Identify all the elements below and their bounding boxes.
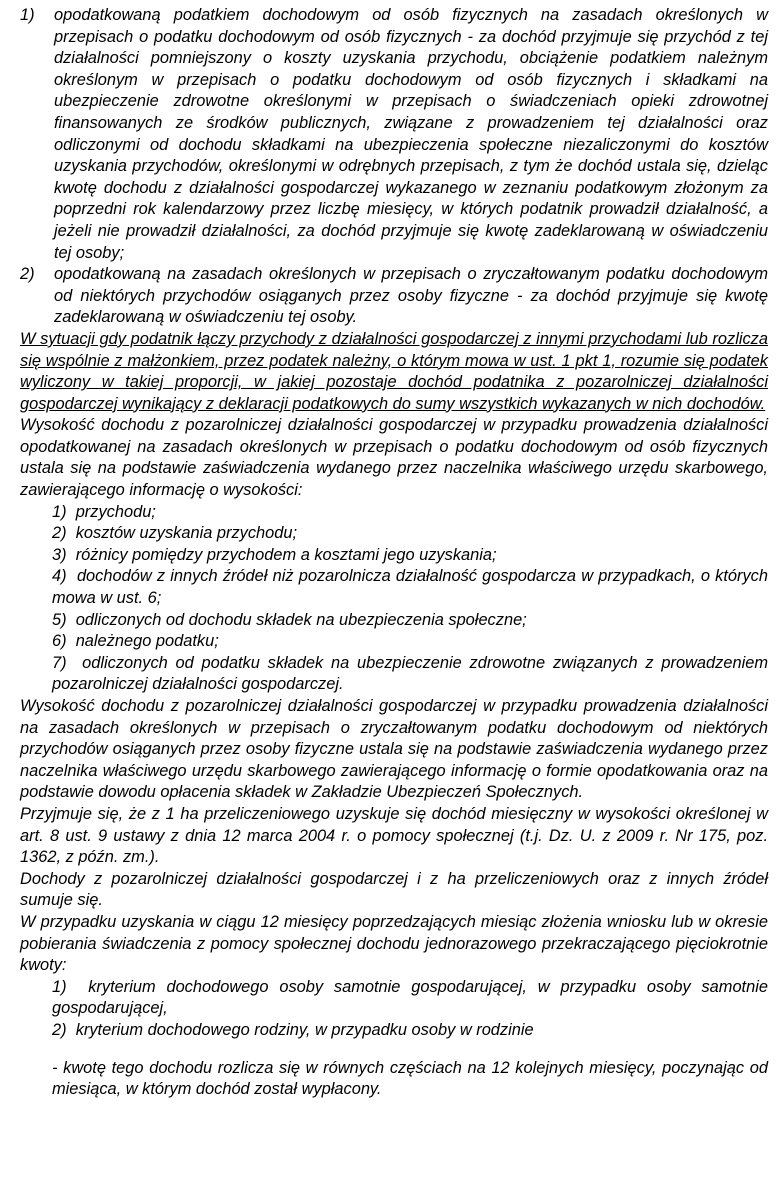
- income-type-list: [20, 5, 768, 329]
- list-item-text: kosztów uzyskania przychodu;: [75, 524, 298, 543]
- certificate-info-list: [52, 502, 768, 696]
- criterion-list: [52, 977, 768, 1042]
- list-item: [20, 264, 768, 329]
- list-item-text: przychodu;: [75, 502, 156, 521]
- list-item: [52, 502, 768, 524]
- list-item-text: opodatkowaną podatkiem dochodowym od osób fizycznych na zasadach określonych w przepisach o podatku dochodowym od osób fizycznych - za dochód przyjmuje się przychód z tej działalności pomniejszony o koszty uzyskania przychodu, obciążenie podatkiem należnym określonym w przepisach o podatku dochodowym od osób fizycznych i składkami na ubezpieczenie zdrowotne określonymi w przepisach o świadczeniach opieki zdrowotnej finansowanych ze środków publicznych, związane z prowadzeniem tej działalności oraz odliczonymi od dochodu składkami na ubezpieczenia społeczne niezaliczonymi do kosztów uzyskania przychodów, określonymi w odrębnych przepisach, z tym że dochód ustala się, dzieląc kwotę dochodu z działalności gospodarczej wykazanego w zeznaniu podatkowym złożonym za poprzedni rok kalendarzowy przez liczbę miesięcy, w których podatnik prowadził działalność, a jeżeli nie prowadził działalności, za dochód przyjmuje się kwotę zadeklarowaną w oświadczeniu tej osoby;: [54, 6, 768, 262]
- paragraph: Dochody z pozarolniczej działalności gospodarczej i z ha przeliczeniowych oraz z innych źródeł sumuje się.: [20, 869, 768, 910]
- list-item-number: 2): [20, 265, 35, 284]
- paragraph: Przyjmuje się, że z 1 ha przeliczeniowego uzyskuje się dochód miesięczny w wysokości określonej w art. 8 ust. 9 ustawy z dnia 12 marca 2004 r. o pomocy społecznej (t.j. Dz. U. z 2009 r. Nr 175, poz. 1362, z późn. zm.).: [20, 804, 768, 867]
- list-item-number: 4): [52, 567, 67, 586]
- list-item-number: 1): [52, 977, 67, 996]
- list-item-number: 7): [52, 653, 67, 672]
- list-item: [20, 5, 768, 264]
- list-item-text: opodatkowaną na zasadach określonych w przepisach o zryczałtowanym podatku dochodowym od niektórych przychodów osiąganych przez osoby fizyczne - za dochód przyjmuje się kwotę zadeklarowaną w oświadczeniu tej osoby.: [54, 265, 768, 327]
- list-item: [52, 1020, 768, 1042]
- list-item-number: 2): [52, 524, 67, 543]
- list-item: [52, 977, 768, 1020]
- list-item: [52, 653, 768, 696]
- list-item-text: kryterium dochodowego rodziny, w przypadku osoby w rodzinie: [75, 1020, 534, 1039]
- list-item-text: dochodów z innych źródeł niż pozarolnicza działalność gospodarcza w przypadkach, o których mowa w ust. 6;: [52, 567, 768, 608]
- list-item-number: 6): [52, 632, 67, 651]
- list-item-text: odliczonych od dochodu składek na ubezpieczenia społeczne;: [75, 610, 527, 629]
- list-item: [52, 610, 768, 632]
- list-item-text: różnicy pomiędzy przychodem a kosztami jego uzyskania;: [75, 545, 497, 564]
- paragraph: W przypadku uzyskania w ciągu 12 miesięcy poprzedzających miesiąc złożenia wniosku lub w okresie pobierania świadczenia z pomocy społecznej dochodu jednorazowego przekraczającego pięciokrotnie kwoty:: [20, 912, 768, 975]
- list-item-text: należnego podatku;: [75, 632, 219, 651]
- list-item: [52, 566, 768, 609]
- list-item-text: kryterium dochodowego osoby samotnie gospodarującej, w przypadku osoby samotnie gospodarującej,: [52, 977, 768, 1018]
- list-item: [52, 523, 768, 545]
- list-item-number: 2): [52, 1020, 67, 1039]
- underlined-paragraph: W sytuacji gdy podatnik łączy przychody z działalności gospodarczej z innymi przychodami lub rozlicza się wspólnie z małżonkiem, przez podatek należny, o którym mowa w ust. 1 pkt 1, rozumie się podatek wyliczony w takiej proporcji, w jakiej pozostaje dochód podatnika z pozarolniczej działalności gospodarczej wynikający z deklaracji podatkowych do sumy wszystkich wykazanych w nich dochodów.: [20, 329, 768, 413]
- closing-clause: - kwotę tego dochodu rozlicza się w równych częściach na 12 kolejnych miesięcy, poczynając od miesiąca, w którym dochód został wypłacony.: [52, 1058, 768, 1099]
- paragraph: Wysokość dochodu z pozarolniczej działalności gospodarczej w przypadku prowadzenia działalności opodatkowanej na zasadach określonych w przepisach o podatku dochodowym od osób fizycznych ustala się na podstawie zaświadczenia wydanego przez naczelnika właściwego urzędu skarbowego, zawierającego informację o wysokości:: [20, 416, 768, 500]
- list-item-number: 3): [52, 545, 67, 564]
- list-item-number: 5): [52, 610, 67, 629]
- list-item: [52, 545, 768, 567]
- paragraph: Wysokość dochodu z pozarolniczej działalności gospodarczej w przypadku prowadzenia działalności na zasadach określonych w przepisach o zryczałtowanym podatku dochodowym od niektórych przychodów osiąganych przez osoby fizyczne ustala się na podstawie zaświadczenia wydanego przez naczelnika właściwego urzędu skarbowego zawierającego informację o formie opodatkowania oraz na podstawie dowodu opłacenia składek w Zakładzie Ubezpieczeń Społecznych.: [20, 697, 768, 802]
- list-item-text: odliczonych od podatku składek na ubezpieczenie zdrowotne związanych z prowadzeniem pozarolniczej działalności gospodarczej.: [52, 653, 768, 694]
- list-item: [52, 631, 768, 653]
- list-item-number: 1): [52, 502, 67, 521]
- list-item-number: 1): [20, 6, 35, 24]
